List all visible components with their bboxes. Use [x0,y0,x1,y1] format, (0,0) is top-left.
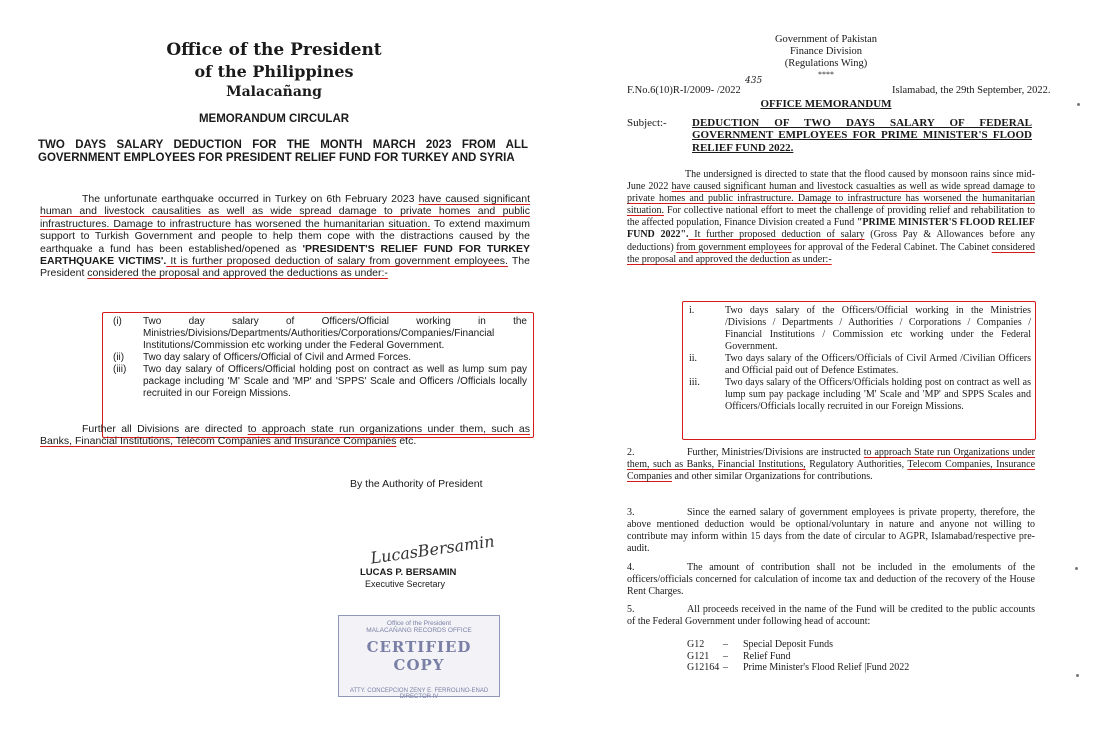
header-stars: **** [818,70,834,79]
account-row [687,662,909,674]
list-item [113,364,527,400]
memo-date: Islamabad, the 29th September, 2022. [892,85,1051,96]
signatory-name: LUCAS P. BERSAMIN [360,567,457,578]
list-num: (i) [113,316,122,327]
list-num: (iii) [113,364,127,375]
p2-text: Further, Ministries/Divisions are instructed [687,447,864,458]
p1-text-2: For collective national effort to meet the challenge of providing relief and rehabilitation to the affected population, Finance Division created a Fund [627,205,1035,229]
account-code: G121 [687,650,710,662]
paragraph-3 [627,507,1035,555]
p3-text: Since the earned salary of government employees is private property, therefore, the above mentioned deduction would be optional/voluntary in nature and anyone not willing to contribute may inform within 15 days from the date of circular to AGPR, Islamabad/respective pre-audit. [627,507,1035,554]
p1-underlined-employees: from government employees [676,241,792,253]
office-header-line2: of the Philippines [194,62,354,81]
paragraph-2 [40,423,530,448]
p2-text-3: and other similar Organizations for contributions. [672,471,873,482]
account-row [687,651,909,663]
list-text: Two day salary of Officers/Official working in the Ministries/Divisions/Departments/Authorities/Corporations/Companies/Financial Institutions/Commission etc working under the Federal Government. [143,316,527,351]
list-text: Two days salary of the Officers/Officials holding post on contract as well as lump sum pay package including 'M' Scale and 'MP' and SPPS Scales and Officers/Officials locally recruited in our Foreign Missions. [725,377,1031,412]
account-code: G12164 [687,662,720,673]
stamp-line2: MALACAÑANG RECORDS OFFICE [366,627,472,634]
p1-underlined-approved: considered the proposal and approved the deductions as under:- [87,267,388,280]
paragraph-4 [627,562,1035,598]
list-num: (ii) [113,352,125,363]
list-text: Two days salary of the Officers/Official working in the Ministries /Divisions / Departments / Authorities / Corporations / Companies / Financial Institutions / Commission etc working under the Federal Government. [725,305,1031,352]
memo-title: OFFICE MEMORANDUM [760,98,892,110]
para-num: 2. [627,447,635,458]
signature-scribble: LucasBersamin [369,531,496,568]
gov-header: Government of Pakistan [774,34,878,45]
list-item [689,305,1031,353]
p1-text: The unfortunate earthquake occurred in Turkey on 6th February 2023 [82,193,419,205]
signatory-title: Executive Secretary [365,579,446,589]
file-reference: F.No.6(10)R-I/2009- /2022 [627,85,741,96]
authority-line: By the Authority of President [350,478,483,490]
office-header-line3: Malacañang [226,84,322,100]
list-text: Two day salary of Officers/Official of Civil and Armed Forces. [143,352,412,363]
wing-header: (Regulations Wing) [784,58,868,69]
paragraph-1 [627,169,1035,266]
p2-underlined: to approach state run organizations under them, such as Banks, Financial Institutions, Telecom Companies and Insurance Companies [40,423,530,448]
list-item [113,352,527,364]
p2-underlined-companies: Telecom Companies, Insurance Companies [627,459,1036,482]
p1-underlined-deduction: It is further proposed deduction of salary from government employees. [166,255,508,268]
memo-subject: TWO DAYS SALARY DEDUCTION FOR THE MONTH MARCH 2023 FROM ALL GOVERNMENT EMPLOYEES FOR PRESIDENT RELIEF FUND FOR TURKEY AND SYRIA [38,139,528,164]
account-name: Prime Minister's Flood Relief |Fund 2022 [743,662,910,673]
p1-text-2: To extend maximum support to Turkish Government and people to help them cope with the distractions caused by the earthquake a fund has been established/opened as [40,217,530,255]
division-header: Finance Division [789,46,863,57]
paragraph-2 [627,447,1035,483]
deduction-list-box [682,301,1036,440]
account-dash: – [723,639,728,650]
memo-title: MEMORANDUM CIRCULAR [198,113,350,125]
account-name: Special Deposit Funds [743,639,833,650]
p1-underlined-casualties: have caused significant human and livestock casualties as well as wide spread damage to private homes and public infrastructure. Damage to infrastructure has worsened the humanitarian situation. [627,181,1035,217]
p2-text-2: etc. [396,435,417,448]
list-item [113,316,527,352]
list-item [689,377,1031,413]
account-row [687,639,909,651]
para-num: 4. [627,562,635,573]
scan-speck [1075,567,1078,570]
handwritten-number: 435 [745,76,763,86]
list-num: ii. [689,353,698,364]
deduction-list-box [102,312,534,438]
memo-subject: DEDUCTION OF TWO DAYS SALARY OF FEDERAL GOVERNMENT EMPLOYEES FOR PRIME MINISTER'S FLOOD RELIEF FUND 2022. [692,117,1032,154]
paragraph-1 [40,193,530,280]
p2-underlined-orgs: to approach State run Organizations under them, such as Banks, Financial Institutions, [627,447,1036,470]
p2-text-2: Regulatory Authorities, [805,459,908,470]
p2-text: Further all Divisions are directed [82,423,248,435]
para-num: 5. [627,604,635,615]
stamp-main: CERTIFIED COPY [366,638,472,674]
list-num: iii. [689,377,700,388]
account-name: Relief Fund [743,650,791,662]
p1-text-4: for approval of the Federal Cabinet. The Cabinet [791,241,992,253]
list-num: i. [689,305,695,316]
account-code: G12 [687,639,705,650]
para-num: 3. [627,507,635,518]
p1-underlined-casualties: have caused significant human and livestock causalities as well as wide spread damage to private homes and public infrastructures. Damage to infrastructure has worsened the humanitarian situation. [40,193,531,230]
scan-speck [1077,103,1080,106]
list-item [689,353,1031,377]
p1-text-3: The President [40,255,530,280]
account-dash: – [723,650,728,662]
stamp-line4: DIRECTOR IV [399,694,439,700]
accounts-list [687,639,909,674]
pakistan-office-memorandum [552,0,1100,737]
p1-text: The undersigned is directed to state that the flood caused by monsoon rains since mid-June 2022 [627,169,1035,193]
fund-name: "PRIME MINISTER'S FLOOD RELIEF FUND 2022". [627,217,1036,241]
p1-text-3: (Gross Pay & Allowances before any deductions) [627,229,1036,253]
scan-speck [1076,674,1079,677]
certified-copy-stamp [338,615,500,700]
fund-name: 'PRESIDENT'S RELIEF FUND FOR TURKEY EARTHQUAKE VICTIMS'. [40,242,530,268]
p1-underlined-deduction: It further proposed deduction of salary [688,229,865,241]
p4-text: The amount of contribution shall not be included in the emoluments of the officers/officials concerned for calculation of income tax and deduction of the recovery of the House Rent Charges. [627,562,1035,597]
p5-text: All proceeds received in the name of the Fund will be credited to the public accounts of the Federal Government under following head of account: [627,604,1035,627]
list-text: Two day salary of Officers/Official holding post on contract as well as lump sum pay package including 'M' Scale and 'MP' and 'SPPS' Scale and Officers /Officials locally recruited in our Foreign Missions. [143,364,527,399]
account-dash: – [723,662,728,673]
stamp-line1: Office of the President [386,620,452,627]
office-header-line1: Office of the President [166,40,382,60]
list-text: Two days salary of the Officers/Officials of Civil Armed /Civilian Officers and Official paid out of Defence Estimates. [725,353,1031,376]
paragraph-5 [627,604,1035,628]
philippines-memorandum [0,0,548,737]
p1-underlined-approved: considered the proposal and approved the deduction as under:- [627,241,1036,265]
subject-label: Subject:- [627,117,667,129]
stamp-line3: ATTY. CONCEPCION ZENY E. FERROLINO-ENAD [349,688,489,694]
